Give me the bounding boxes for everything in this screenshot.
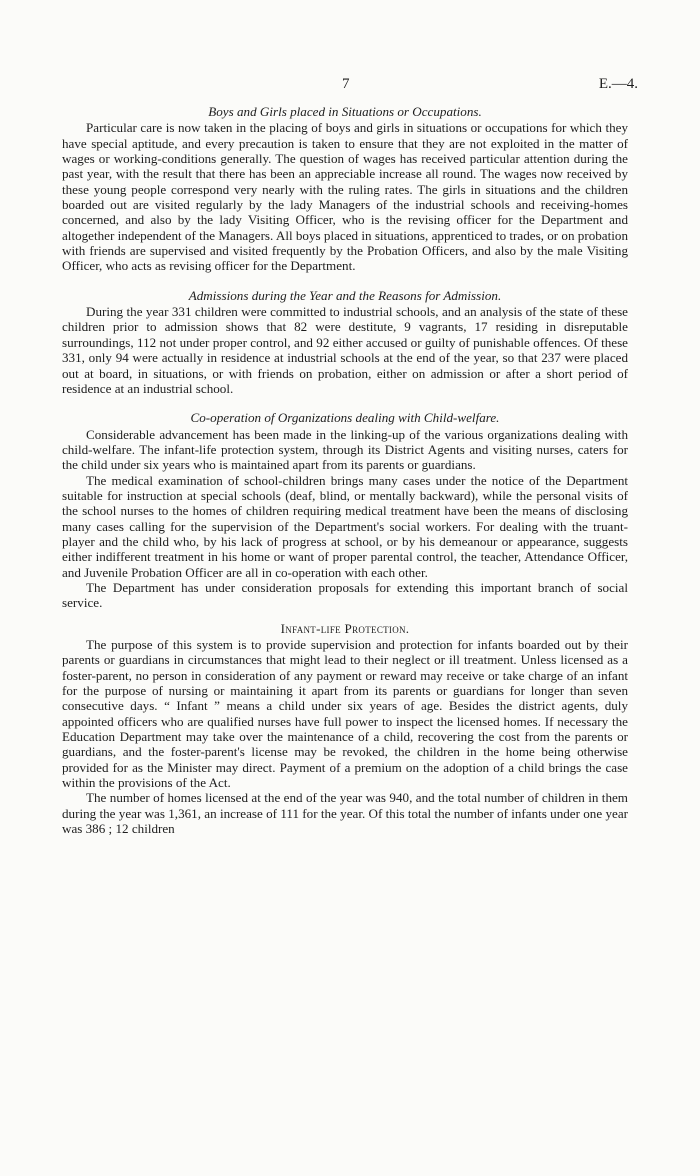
paragraph: The medical examination of school-children brings many cases under the notice of the Department suitable for instruction at special schools (deaf, blind, or mentally backward), while the personal visits of the school nurses to the homes of children requiring medical treatment have been the means of disclosing many cases calling for the supervision of the Department's social workers. For dealing with the truant-player and the child who, by his lack of progress at school, or by his demeanour or appearance, suggests either indifferent treatment in his home or want of proper parental control, the teacher, Attendance Officer, and Juvenile Probation Officer are all in co-operation with each other. <box>62 472 628 580</box>
paragraph: The number of homes licensed at the end of the year was 940, and the total number of children in them during the year was 1,361, an increase of 111 for the year. Of this total the number of infants under one year was 386 ; 12 children <box>62 790 628 837</box>
section-heading-situations: Boys and Girls placed in Situations or Occupations. <box>208 104 482 119</box>
section-heading-cooperation: Co-operation of Organizations dealing with Child-welfare. <box>190 410 500 426</box>
paragraph: The purpose of this system is to provide supervision and protection for infants boarded out by their parents or guardians in circumstances that might lead to their neglect or ill treatment. Unless licensed as a foster-parent, no person in consideration of any payment or reward may receive or take charge of an infant for the purpose of nursing or maintaining it apart from its parents or guardians for longer than seven consecutive days. “ Infant ” means a child under six years of age. Besides the district agents, duly appointed officers who are qualified nurses have full power to inspect the licensed homes. If necessary the Education Department may take over the maintenance of a child, recovering the cost from the parents or guardians, and the foster-parent's license may be revoked, the children in the home being otherwise provided for as the Minister may direct. Payment of a premium on the adoption of a child brings the case within the provisions of the Act. <box>62 637 628 791</box>
section-heading-admissions: Admissions during the Year and the Reasons for Admission. <box>188 287 502 303</box>
page-header <box>62 76 638 98</box>
section-heading-infant-life: Infant-life Protection. <box>280 620 410 636</box>
page-number: 7 <box>342 76 350 92</box>
paragraph: Particular care is now taken in the placing of boys and girls in situations or occupations for which they have special aptitude, and every precaution is taken to ensure that they are not exploited in the matter of wages or working-conditions generally. The question of wages has received particular attention during the past year, with the result that there has been an appreciable increase all round. The wages now received by these young people correspond very nearly with the ruling rates. The girls in situations and the children boarded out are visited regularly by the lady Managers of the industrial schools and receiving-homes concerned, and also by the lady Visiting Officer, who is the revising officer for the Department and altogether independent of the Managers. All boys placed in situations, apprenticed to trades, or on probation with friends are supervised and visited frequently by the Probation Officers, and also by the male Visiting Officer, who acts as revising officer for the Department. <box>62 120 628 274</box>
document-reference: E.—4. <box>598 76 638 92</box>
paragraph: Considerable advancement has been made in the linking-up of the various organizations dealing with child-welfare. The infant-life protection system, through its District Agents and visiting nurses, caters for the child under six years who is maintained apart from its parents or guardians. <box>62 426 628 473</box>
paragraph: During the year 331 children were committed to industrial schools, and an analysis of the state of these children prior to admission shows that 82 were destitute, 9 vagrants, 17 residing in disreputable surroundings, 112 not under proper control, and 92 either accused or guilty of punishable offences. Of these 331, only 94 were actually in residence at industrial schools at the end of the year, so that 237 were placed out at board, in situations, or with friends on probation, either on admission or after a short period of residence at an industrial school. <box>62 304 628 396</box>
paragraph: The Department has under consideration proposals for extending this important branch of social service. <box>62 579 628 611</box>
document-body <box>62 104 628 836</box>
